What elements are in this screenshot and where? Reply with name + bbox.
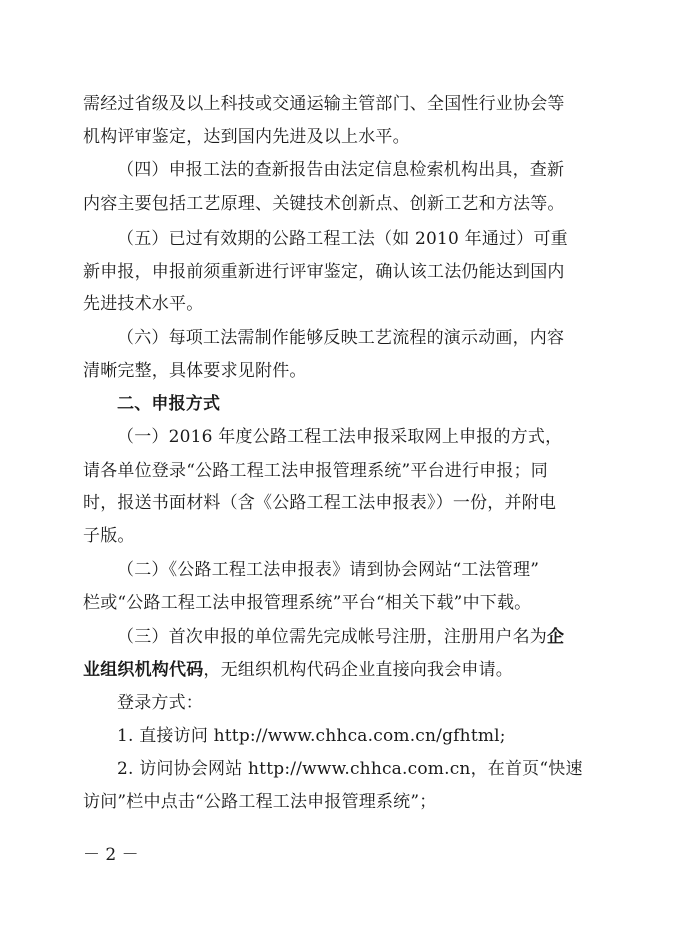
paragraph-line: 栏或“公路工程工法申报管理系统”平台“相关下载”中下载。 [83,593,532,613]
emphasis-text: 企 [547,627,565,647]
paragraph-line: 登录方式： [117,693,203,713]
paragraph-line: （四）申报工法的查新报告由法定信息检索机构出具，查新 [117,160,565,180]
paragraph-line: 先进技术水平。 [83,294,204,314]
page-number: － 2 － [83,845,139,865]
paragraph-line: 访问”栏中点击“公路工程工法申报管理系统”； [83,792,437,812]
text-run: ，无组织机构代码企业直接向我会申请。 [203,660,514,680]
section-heading: 二、申报方式 [117,394,221,414]
emphasis-text: 业组织机构代码 [83,660,204,680]
paragraph-line: 时，报送书面材料（含《公路工程工法申报表》）一份，并附电 [83,493,557,513]
paragraph-line [117,626,603,648]
paragraph-line: 需经过省级及以上科技或交通运输主管部门、全国性行业协会等 [83,94,565,114]
paragraph-line: 1. 直接访问 http://www.chhca.com.cn/gfhtml; [117,726,506,746]
paragraph-line: 清晰完整，具体要求见附件。 [83,361,307,381]
paragraph-line: 2. 访问协会网站 http://www.chhca.com.cn，在首页“快速 [117,759,583,779]
paragraph-line: （五）已过有效期的公路工程工法（如 2010 年通过）可重 [117,229,568,249]
text-run: （三）首次申报的单位需先完成帐号注册，注册用户名为 [117,627,547,647]
paragraph-line: 新申报，申报前须重新进行评审鉴定，确认该工法仍能达到国内 [83,262,565,282]
paragraph-line: 内容主要包括工艺原理、关键技术创新点、创新工艺和方法等。 [83,194,565,214]
paragraph-line [83,659,603,681]
paragraph-line: （二）《公路工程工法申报表》请到协会网站“工法管理” [117,560,540,580]
paragraph-line: 子版。 [83,526,135,546]
paragraph-line: 请各单位登录“公路工程工法申报管理系统”平台进行申报；同 [83,461,548,481]
paragraph-line: 机构评审鉴定，达到国内先进及以上水平。 [83,127,410,147]
paragraph-line: （一）2016 年度公路工程工法申报采取网上申报的方式， [117,427,563,447]
paragraph-line: （六）每项工法需制作能够反映工艺流程的演示动画，内容 [117,328,565,348]
